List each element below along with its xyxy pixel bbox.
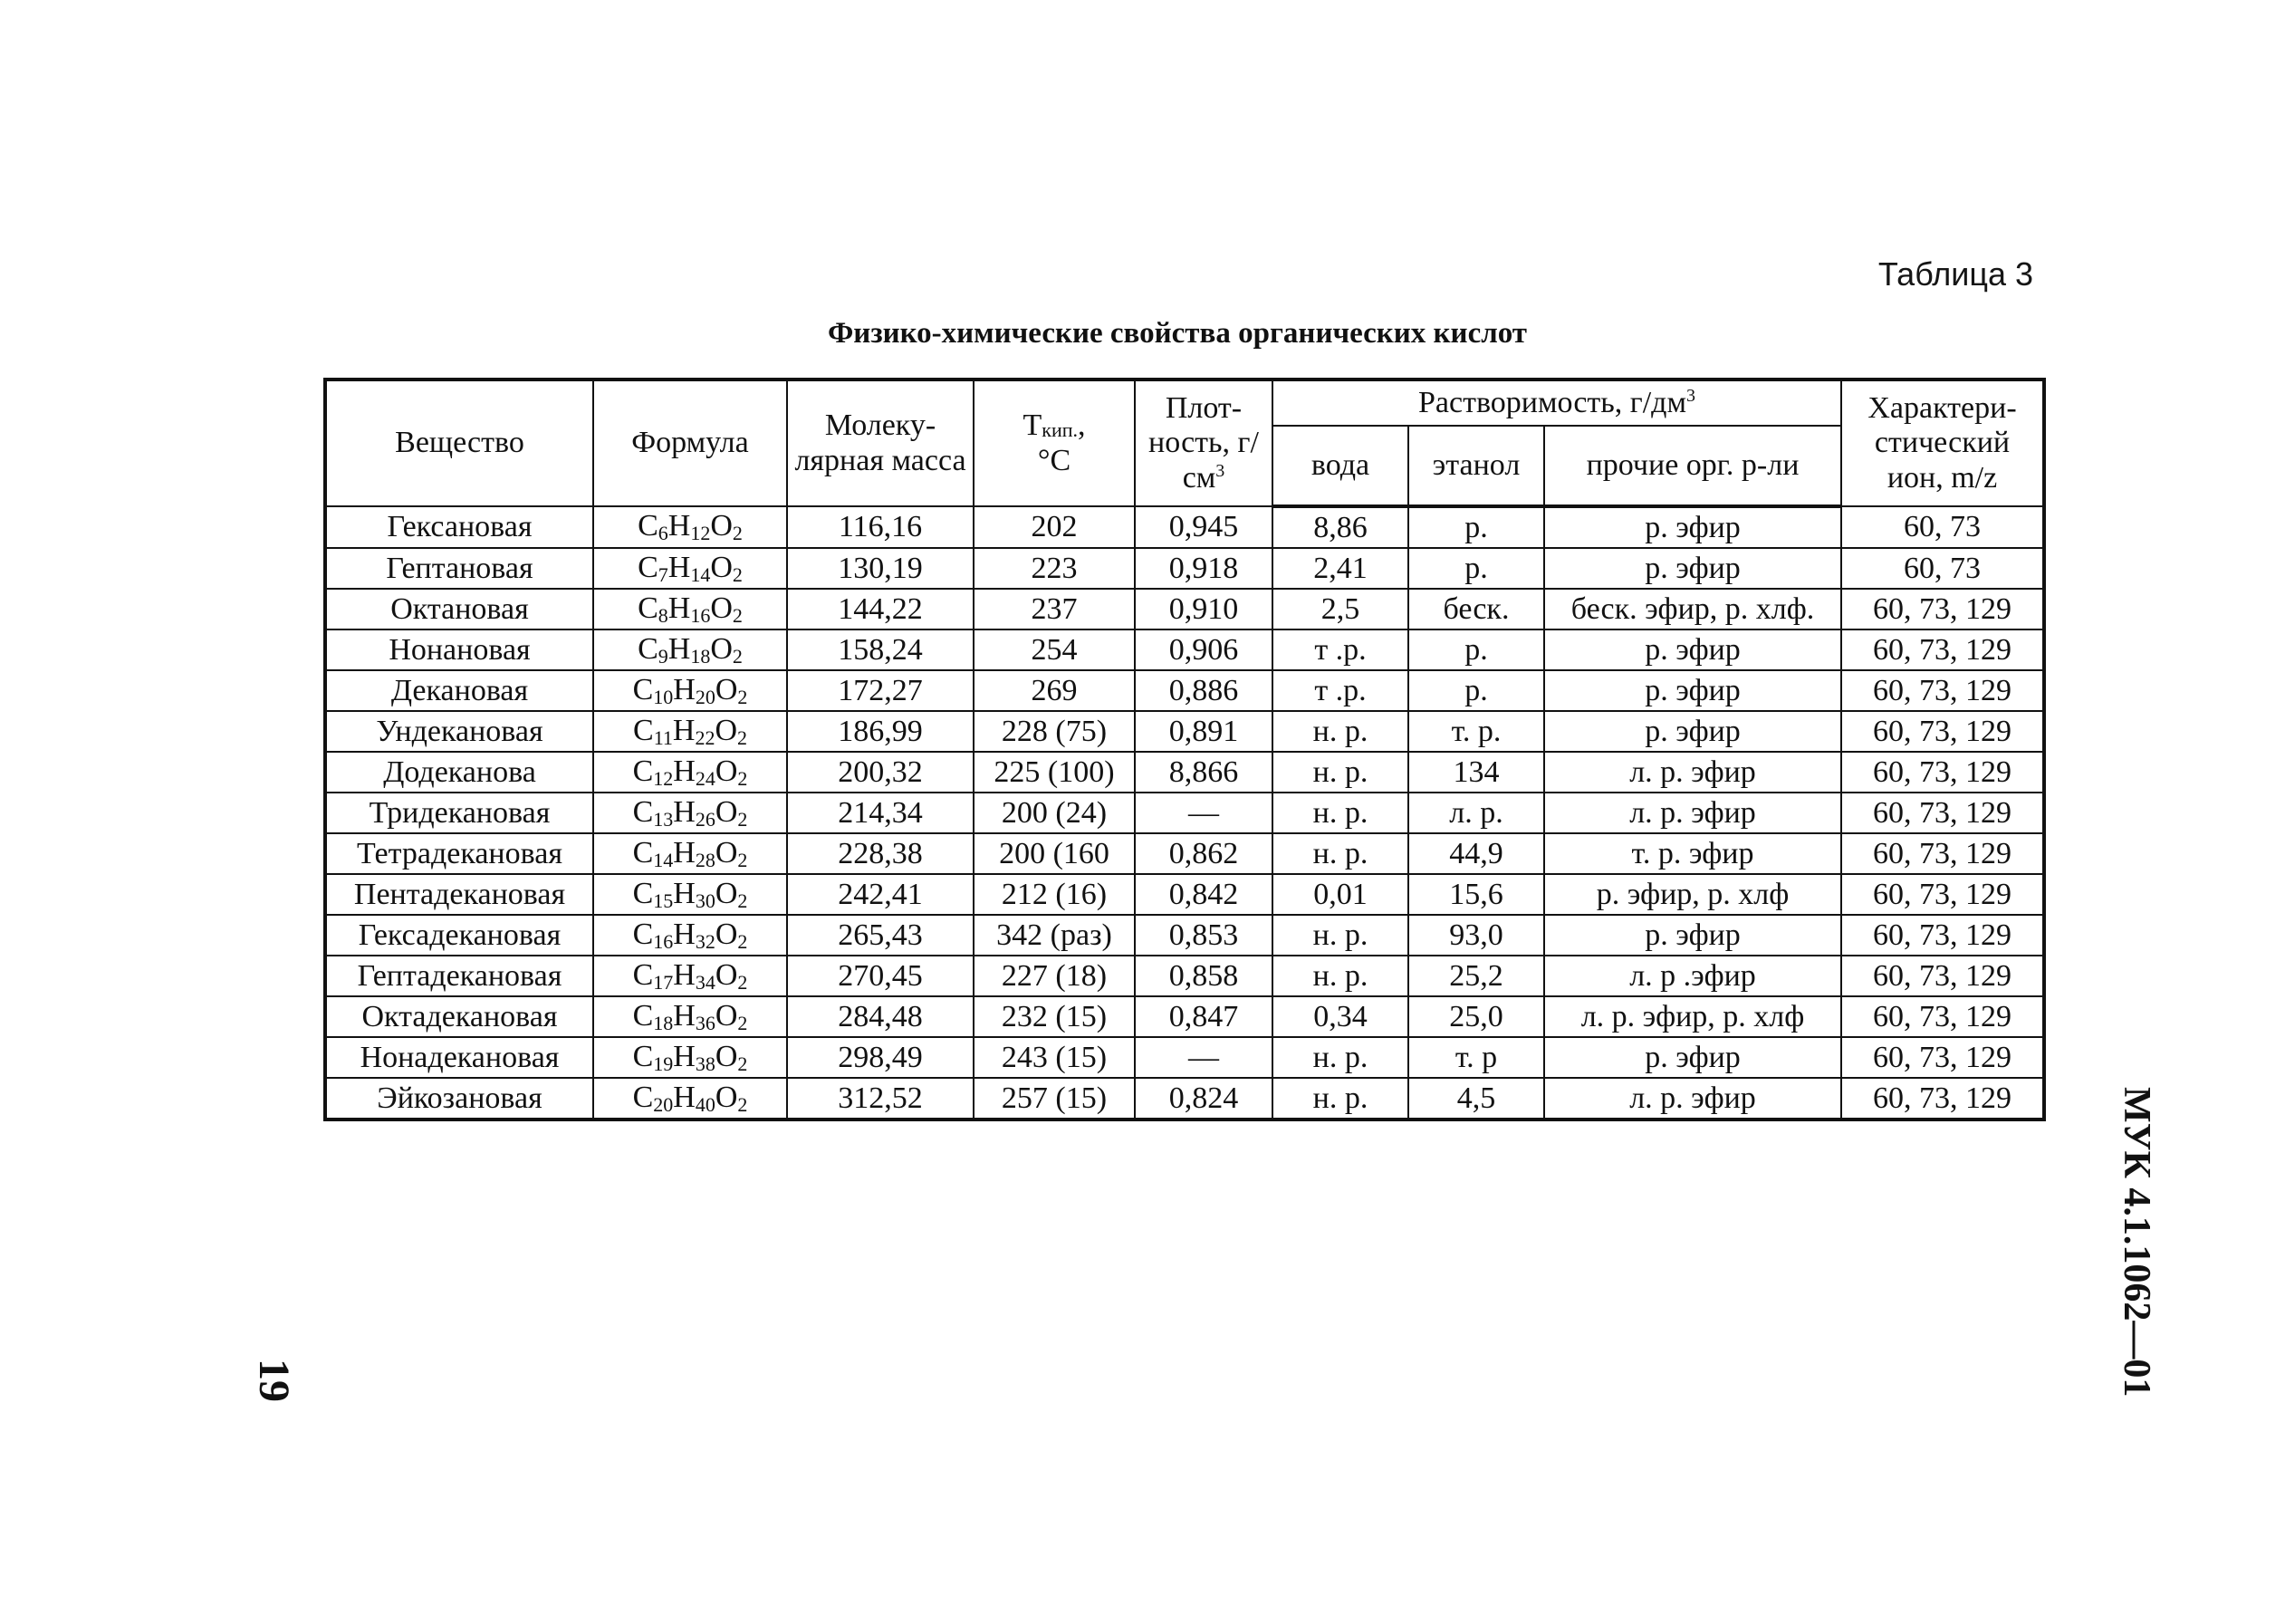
cell-density: 0,824 [1135, 1078, 1272, 1120]
cell-molar-mass: 200,32 [787, 752, 974, 793]
table-header [325, 380, 2044, 506]
table-row [325, 506, 2044, 548]
cell-other-solubility: р. эфир [1544, 1037, 1841, 1078]
formula-subscript: 18 [690, 644, 711, 668]
formula-element: O [710, 631, 733, 666]
cell-ethanol-solubility: р. [1408, 670, 1544, 711]
cell-ethanol-solubility: 134 [1408, 752, 1544, 793]
header-solubility-text: Растворимость, г/дм [1418, 385, 1686, 419]
formula-element: O [715, 876, 738, 910]
header-boiling-point-sub: кип. [1042, 418, 1079, 442]
formula-element: C [632, 917, 654, 951]
cell-formula [593, 752, 787, 793]
cell-characteristic-ion: 60, 73 [1841, 506, 2044, 548]
cell-water-solubility: н. р. [1272, 1078, 1408, 1120]
cell-ethanol-solubility: 4,5 [1408, 1078, 1544, 1120]
cell-characteristic-ion: 60, 73, 129 [1841, 711, 2044, 752]
cell-characteristic-ion: 60, 73, 129 [1841, 915, 2044, 956]
formula-subscript: 34 [695, 970, 715, 994]
cell-water-solubility: т .р. [1272, 670, 1408, 711]
cell-molar-mass: 270,45 [787, 956, 974, 996]
cell-boiling-point: 200 (24) [974, 793, 1135, 833]
cell-molar-mass: 144,22 [787, 589, 974, 629]
formula-subscript: 13 [653, 807, 674, 831]
formula-subscript: 15 [653, 889, 674, 912]
formula-subscript: 2 [732, 603, 743, 627]
formula-element: C [632, 998, 654, 1033]
table-row [325, 956, 2044, 996]
cell-molar-mass: 214,34 [787, 793, 974, 833]
formula-subscript: 2 [737, 889, 748, 912]
formula-subscript: 2 [732, 562, 743, 586]
cell-formula [593, 506, 787, 548]
cell-boiling-point: 269 [974, 670, 1135, 711]
formula-subscript: 14 [690, 562, 711, 586]
header-substance: Вещество [325, 380, 593, 506]
cell-characteristic-ion: 60, 73, 129 [1841, 793, 2044, 833]
formula-element: O [715, 713, 737, 747]
formula-subscript: 2 [737, 1011, 748, 1034]
formula-element: C [632, 957, 654, 992]
formula-subscript: 2 [732, 644, 743, 668]
formula-subscript: 20 [695, 685, 715, 708]
cell-density: 0,891 [1135, 711, 1272, 752]
cell-molar-mass: 116,16 [787, 506, 974, 548]
formula-subscript: 2 [737, 929, 748, 953]
cell-formula [593, 589, 787, 629]
header-boiling-point-t: T [1022, 408, 1042, 443]
formula-subscript: 10 [653, 685, 674, 708]
formula-element: O [715, 998, 738, 1033]
cell-molar-mass: 242,41 [787, 874, 974, 915]
formula-element: H [673, 794, 696, 829]
cell-boiling-point: 257 (15) [974, 1078, 1135, 1120]
cell-substance: Нонадекановая [325, 1037, 593, 1078]
cell-density: — [1135, 1037, 1272, 1078]
cell-substance: Тридекановая [325, 793, 593, 833]
table-row [325, 833, 2044, 874]
header-other-solvents: прочие орг. р-ли [1544, 426, 1841, 506]
formula-element: C [633, 713, 654, 747]
formula-subscript: 22 [695, 726, 715, 749]
formula-subscript: 2 [737, 1092, 748, 1116]
formula-element: C [632, 672, 654, 706]
table-row [325, 915, 2044, 956]
formula-element: O [715, 835, 738, 870]
cell-other-solubility: л. р. эфир [1544, 793, 1841, 833]
cell-substance: Гептановая [325, 548, 593, 589]
cell-characteristic-ion: 60, 73, 129 [1841, 629, 2044, 670]
cell-boiling-point: 225 (100) [974, 752, 1135, 793]
cell-other-solubility: л. р. эфир [1544, 1078, 1841, 1120]
formula-subscript: 30 [695, 889, 715, 912]
formula-element: C [632, 876, 654, 910]
cell-substance: Ундекановая [325, 711, 593, 752]
formula-element: O [710, 550, 733, 584]
formula-subscript: 36 [695, 1011, 715, 1034]
formula-element: O [715, 794, 738, 829]
cell-substance: Нонановая [325, 629, 593, 670]
cell-other-solubility: л. р .эфир [1544, 956, 1841, 996]
table-row [325, 711, 2044, 752]
formula-element: C [632, 754, 654, 788]
cell-water-solubility: 2,5 [1272, 589, 1408, 629]
cell-density: 8,866 [1135, 752, 1272, 793]
cell-ethanol-solubility: беск. [1408, 589, 1544, 629]
cell-substance: Октадекановая [325, 996, 593, 1037]
cell-substance: Эйкозановая [325, 1078, 593, 1120]
cell-boiling-point: 237 [974, 589, 1135, 629]
formula-subscript: 26 [695, 807, 715, 831]
formula-element: H [667, 631, 691, 666]
page-number: 19 [250, 1359, 298, 1402]
cell-water-solubility: н. р. [1272, 915, 1408, 956]
formula-element: H [667, 591, 691, 625]
formula-subscript: 12 [653, 766, 674, 790]
cell-substance: Гексадекановая [325, 915, 593, 956]
formula-subscript: 18 [653, 1011, 674, 1034]
cell-ethanol-solubility: 44,9 [1408, 833, 1544, 874]
cell-water-solubility: н. р. [1272, 956, 1408, 996]
cell-molar-mass: 312,52 [787, 1078, 974, 1120]
cell-density: 0,945 [1135, 506, 1272, 548]
cell-density: 0,853 [1135, 915, 1272, 956]
cell-other-solubility: л. р. эфир, р. хлф [1544, 996, 1841, 1037]
formula-subscript: 24 [695, 766, 715, 790]
cell-characteristic-ion: 60, 73, 129 [1841, 874, 2044, 915]
header-ethanol: этанол [1408, 426, 1544, 506]
header-boiling-point [974, 380, 1135, 506]
formula-element: H [673, 957, 696, 992]
cell-formula [593, 915, 787, 956]
header-density [1135, 380, 1272, 506]
cell-water-solubility: 0,01 [1272, 874, 1408, 915]
table-title: Физико-химические свойства органических кислот [827, 317, 1528, 350]
header-formula: Формула [593, 380, 787, 506]
header-boiling-point-comma: , [1078, 408, 1086, 443]
header-solubility [1272, 380, 1841, 426]
cell-characteristic-ion: 60, 73, 129 [1841, 752, 2044, 793]
formula-element: O [710, 591, 733, 625]
formula-subscript: 2 [737, 726, 747, 749]
formula-subscript: 32 [695, 929, 715, 953]
table-label: Таблица 3 [1877, 255, 2033, 293]
cell-boiling-point: 228 (75) [974, 711, 1135, 752]
formula-element: H [667, 509, 691, 543]
cell-ethanol-solubility: т. р [1408, 1037, 1544, 1078]
cell-density: — [1135, 793, 1272, 833]
formula-element: C [632, 1039, 654, 1073]
cell-ethanol-solubility: 25,0 [1408, 996, 1544, 1037]
formula-element: C [638, 631, 658, 666]
cell-molar-mass: 172,27 [787, 670, 974, 711]
cell-other-solubility: р. эфир, р. хлф [1544, 874, 1841, 915]
formula-element: H [673, 876, 696, 910]
cell-characteristic-ion: 60, 73, 129 [1841, 589, 2044, 629]
cell-other-solubility: р. эфир [1544, 670, 1841, 711]
cell-density: 0,862 [1135, 833, 1272, 874]
formula-element: C [638, 550, 658, 584]
table-row [325, 1078, 2044, 1120]
formula-subscript: 7 [658, 562, 668, 586]
cell-boiling-point: 342 (раз) [974, 915, 1135, 956]
header-water: вода [1272, 426, 1408, 506]
cell-characteristic-ion: 60, 73, 129 [1841, 1037, 2044, 1078]
formula-subscript: 16 [690, 603, 711, 627]
formula-element: H [673, 998, 696, 1033]
formula-element: H [673, 672, 696, 706]
cell-density: 0,918 [1135, 548, 1272, 589]
formula-element: H [667, 550, 691, 584]
formula-subscript: 17 [653, 970, 674, 994]
cell-substance: Гексановая [325, 506, 593, 548]
header-density-sup: 3 [1215, 460, 1225, 481]
cell-substance: Гептадекановая [325, 956, 593, 996]
formula-element: C [638, 591, 658, 625]
cell-ethanol-solubility: р. [1408, 629, 1544, 670]
cell-molar-mass: 186,99 [787, 711, 974, 752]
formula-element: C [632, 835, 654, 870]
formula-subscript: 2 [737, 766, 748, 790]
cell-substance: Тетрадекановая [325, 833, 593, 874]
cell-molar-mass: 158,24 [787, 629, 974, 670]
formula-element: H [673, 754, 696, 788]
cell-characteristic-ion: 60, 73 [1841, 548, 2044, 589]
document-code: МУК 4.1.1062—01 [2116, 1087, 2157, 1398]
cell-characteristic-ion: 60, 73, 129 [1841, 833, 2044, 874]
formula-element: O [710, 509, 733, 543]
formula-element: H [673, 1039, 696, 1073]
cell-characteristic-ion: 60, 73, 129 [1841, 670, 2044, 711]
formula-subscript: 11 [653, 726, 673, 749]
cell-water-solubility: 2,41 [1272, 548, 1408, 589]
cell-other-solubility: р. эфир [1544, 711, 1841, 752]
cell-formula [593, 1037, 787, 1078]
cell-formula [593, 874, 787, 915]
cell-other-solubility: р. эфир [1544, 629, 1841, 670]
formula-subscript: 38 [695, 1052, 715, 1075]
cell-other-solubility: р. эфир [1544, 506, 1841, 548]
formula-element: O [715, 1039, 738, 1073]
formula-subscript: 2 [737, 1052, 748, 1075]
formula-element: C [632, 1080, 654, 1114]
cell-boiling-point: 232 (15) [974, 996, 1135, 1037]
formula-subscript: 14 [653, 848, 674, 871]
formula-subscript: 28 [695, 848, 715, 871]
header-boiling-point-unit: °С [1037, 443, 1071, 477]
cell-formula [593, 956, 787, 996]
cell-density: 0,842 [1135, 874, 1272, 915]
cell-ethanol-solubility: 25,2 [1408, 956, 1544, 996]
formula-subscript: 2 [737, 848, 748, 871]
cell-molar-mass: 284,48 [787, 996, 974, 1037]
formula-subscript: 2 [732, 522, 743, 544]
table-row [325, 589, 2044, 629]
cell-substance: Декановая [325, 670, 593, 711]
cell-other-solubility: р. эфир [1544, 548, 1841, 589]
formula-subscript: 12 [690, 522, 711, 544]
cell-substance: Октановая [325, 589, 593, 629]
formula-element: H [673, 917, 696, 951]
formula-subscript: 2 [737, 807, 748, 831]
cell-boiling-point: 227 (18) [974, 956, 1135, 996]
cell-water-solubility: 8,86 [1272, 506, 1408, 548]
formula-element: O [715, 754, 738, 788]
cell-water-solubility: н. р. [1272, 833, 1408, 874]
table-row [325, 548, 2044, 589]
properties-table [323, 378, 2046, 1121]
cell-ethanol-solubility: р. [1408, 548, 1544, 589]
cell-boiling-point: 212 (16) [974, 874, 1135, 915]
header-ion: Характери-стический ион, m/z [1841, 380, 2044, 506]
formula-subscript: 20 [653, 1092, 674, 1116]
formula-subscript: 2 [737, 970, 748, 994]
cell-substance: Пентадекановая [325, 874, 593, 915]
cell-ethanol-solubility: т. р. [1408, 711, 1544, 752]
cell-water-solubility: т .р. [1272, 629, 1408, 670]
cell-formula [593, 670, 787, 711]
formula-subscript: 8 [658, 603, 668, 627]
formula-element: H [672, 713, 696, 747]
cell-formula [593, 1078, 787, 1120]
cell-formula [593, 629, 787, 670]
cell-formula [593, 793, 787, 833]
cell-ethanol-solubility: р. [1408, 506, 1544, 548]
cell-boiling-point: 243 (15) [974, 1037, 1135, 1078]
formula-subscript: 16 [653, 929, 674, 953]
formula-subscript: 6 [658, 522, 668, 544]
cell-formula [593, 996, 787, 1037]
cell-formula [593, 711, 787, 752]
header-density-text: Плот-ность, г/см [1148, 391, 1259, 495]
table-row [325, 1037, 2044, 1078]
cell-characteristic-ion: 60, 73, 129 [1841, 1078, 2044, 1120]
cell-ethanol-solubility: л. р. [1408, 793, 1544, 833]
formula-element: C [638, 509, 658, 543]
cell-formula [593, 548, 787, 589]
cell-characteristic-ion: 60, 73, 129 [1841, 996, 2044, 1037]
formula-element: H [673, 1080, 696, 1114]
cell-molar-mass: 130,19 [787, 548, 974, 589]
formula-element: O [715, 1080, 738, 1114]
cell-water-solubility: н. р. [1272, 793, 1408, 833]
header-molar-mass: Молеку-лярная масса [787, 380, 974, 506]
table-row [325, 996, 2044, 1037]
cell-substance: Додеканова [325, 752, 593, 793]
table-row [325, 752, 2044, 793]
table-body [325, 506, 2044, 1120]
cell-boiling-point: 223 [974, 548, 1135, 589]
cell-characteristic-ion: 60, 73, 129 [1841, 956, 2044, 996]
cell-water-solubility: н. р. [1272, 752, 1408, 793]
cell-boiling-point: 202 [974, 506, 1135, 548]
cell-other-solubility: р. эфир [1544, 915, 1841, 956]
table-row [325, 874, 2044, 915]
table-row [325, 793, 2044, 833]
table-row [325, 629, 2044, 670]
formula-subscript: 19 [653, 1052, 674, 1075]
cell-other-solubility: беск. эфир, р. хлф. [1544, 589, 1841, 629]
formula-element: O [715, 672, 738, 706]
cell-water-solubility: н. р. [1272, 711, 1408, 752]
header-solubility-sup: 3 [1686, 385, 1695, 406]
cell-density: 0,847 [1135, 996, 1272, 1037]
formula-element: O [715, 957, 738, 992]
formula-subscript: 9 [658, 644, 668, 668]
cell-boiling-point: 200 (160 [974, 833, 1135, 874]
cell-density: 0,910 [1135, 589, 1272, 629]
formula-element: H [673, 835, 696, 870]
cell-ethanol-solubility: 93,0 [1408, 915, 1544, 956]
cell-other-solubility: т. р. эфир [1544, 833, 1841, 874]
table-row [325, 670, 2044, 711]
cell-other-solubility: л. р. эфир [1544, 752, 1841, 793]
cell-molar-mass: 228,38 [787, 833, 974, 874]
cell-water-solubility: н. р. [1272, 1037, 1408, 1078]
cell-boiling-point: 254 [974, 629, 1135, 670]
cell-ethanol-solubility: 15,6 [1408, 874, 1544, 915]
cell-formula [593, 833, 787, 874]
cell-water-solubility: 0,34 [1272, 996, 1408, 1037]
cell-molar-mass: 298,49 [787, 1037, 974, 1078]
formula-subscript: 40 [695, 1092, 715, 1116]
cell-molar-mass: 265,43 [787, 915, 974, 956]
cell-density: 0,886 [1135, 670, 1272, 711]
formula-element: C [632, 794, 654, 829]
cell-density: 0,906 [1135, 629, 1272, 670]
formula-element: O [715, 917, 738, 951]
formula-subscript: 2 [737, 685, 748, 708]
cell-density: 0,858 [1135, 956, 1272, 996]
